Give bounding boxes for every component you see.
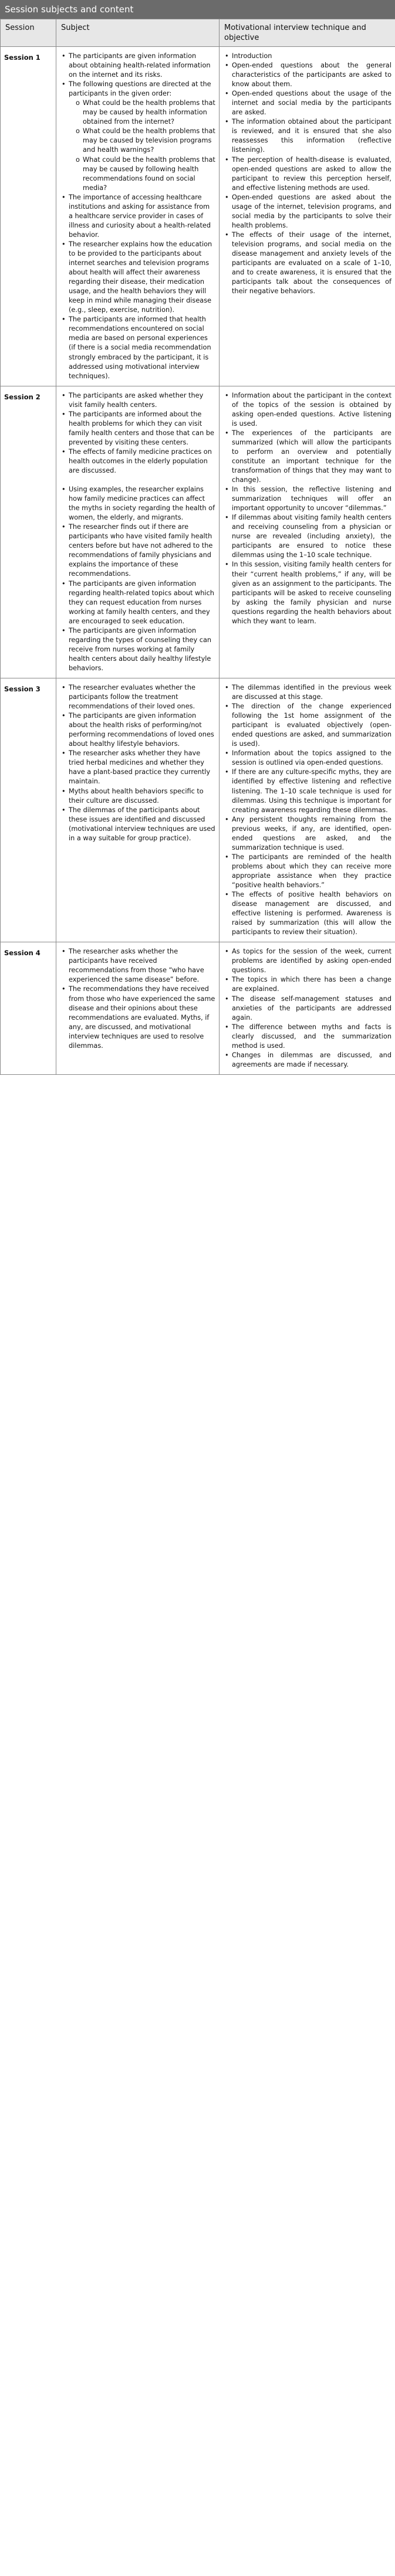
mi-technique-cell [220,678,395,942]
subject-item [69,711,215,749]
subject-item-text: The dilemmas of the participants about these issues are identified and discussed (motivational interview techniques are used in a way suitable for group practice). [69,806,215,842]
subject-cell [56,942,220,1075]
header-mi-technique: Motivational interview technique and objective [220,19,395,47]
subject-item [69,787,215,806]
subject-item [69,391,215,410]
subject-item-text: The participants are asked whether they visit family health centers. [69,391,204,409]
mi-technique-item: • Information about the topics assigned to the session is outlined via open-ended questions. [232,749,391,768]
subject-item [69,985,215,1050]
subject-item [69,683,215,711]
mi-technique-item: • The perception of health-disease is evaluated, open-ended questions are asked to allow the participant to review this perception herself, and effective listening methods are used. [232,155,391,193]
session-label: Session 2 [1,386,56,678]
subject-item-text: The researcher explains how the education to be provided to the participants about internet searches and television programs about health will affect their awareness regarding their disease, their medication usage, and the health behaviors they will keep in mind while managing their disease (e.g., sleep, exercise, nutrition). [69,240,212,314]
subject-item [69,80,215,193]
mi-technique-item: • The participants are reminded of the health problems about which they can receive more appropriate assistance when they practice “positive health behaviors.” [232,853,391,890]
subject-item [69,193,215,240]
subject-item [69,579,215,626]
mi-technique-item: • The direction of the change experienced following the 1st home assignment of the participant is evaluated objectively (open-ended questions are asked, and summarization is used). [232,702,391,749]
table-row [1,386,395,678]
mi-technique-item: • Open-ended questions are asked about the usage of the internet, television programs, and social media by the participants to solve their health problems. [232,193,391,230]
mi-technique-list [223,683,391,937]
subject-item-text: Using examples, the researcher explains how family medicine practices can affect the myths in society regarding the health of women, the elderly, and migrants. [69,486,215,522]
table-row [1,47,395,386]
mi-technique-item: • The dilemmas identified in the previous week are discussed at this stage. [232,683,391,702]
subject-item [69,626,215,673]
subject-item-text: The participants are informed that health recommendations encountered on social media are based on personal experiences (if there is a social media recommendation strongly embraced by the participant, it is addressed using motivational interview techniques). [69,315,211,380]
mi-technique-item: • The effects of their usage of the internet, television programs, and social media on the disease management and anxiety levels of the participants are evaluated on a scale of 1–10, and to create awareness, it is ensured that the participants talk about the consequences of their negative behaviors. [232,230,391,296]
mi-technique-item: • Changes in dilemmas are discussed, and agreements are made if necessary. [232,1051,391,1070]
subject-list [60,52,215,381]
mi-technique-item: • The topics in which there has been a change are explained. [232,975,391,994]
subject-item [69,52,215,80]
session-label: Session 4 [1,942,56,1075]
session-label: Session 3 [1,678,56,942]
subject-item-text: The recommendations they have received from those who have experienced the same disease and their opinions about these recommendations are evaluated. Myths, if any, are discussed, and motivational interview techniques are used to resolve dilemmas. [69,985,215,1050]
mi-technique-list [223,947,391,1070]
mi-technique-list [223,52,391,296]
mi-technique-item: • The effects of positive health behaviors on disease management are discussed, and effective listening is performed. Awareness is raised by summarization (this will allow the participants to review their situation). [232,890,391,937]
mi-technique-cell [220,47,395,386]
subject-list [60,947,215,1051]
subject-item [69,806,215,843]
mi-technique-item: • Information about the participant in the context of the topics of the session is obtained by asking open-ended questions. Active listening is used. [232,391,391,429]
mi-technique-item: • Open-ended questions about the usage of the internet and social media by the participants are asked. [232,89,391,117]
session-table-wrapper [0,0,395,1075]
subject-item [69,240,215,315]
subject-item [69,315,215,381]
subject-item-text: The researcher asks whether the participants have received recommendations from those “who have experienced the same disease” before. [69,948,204,984]
subject-cell [56,47,220,386]
subject-item-text: The following questions are directed at the participants in the given order: [69,80,211,98]
subject-item-text: The researcher finds out if there are participants who have visited family health centers before but have not adhered to the recommendations of family physicians and explains the importance of these recommendations. [69,523,213,578]
mi-technique-item: • If dilemmas about visiting family health centers and receiving counseling from a physician or nurse are revealed (including anxiety), the participants are ensured to notice these dilemmas using the 1–10 scale technique. [232,513,391,560]
subject-item-text: Myths about health behaviors specific to their culture are discussed. [69,787,204,805]
table-caption: Session subjects and content [0,0,395,19]
table-row [1,678,395,942]
subject-item [69,522,215,579]
mi-technique-item: • Introduction [232,52,391,61]
mi-technique-item: • The difference between myths and facts is clearly discussed, and the summarization method is used. [232,1023,391,1051]
subject-item-text: The effects of family medicine practices on health outcomes in the elderly population are discussed. [69,447,212,475]
subject-item [69,485,215,522]
mi-technique-item: • In this session, visiting family health centers for their “current health problems,” if any, will be given as an assignment to the participants. The participants will be asked to receive counseling by asking the family physician and nurse questions regarding the health behaviors about which they want to learn. [232,560,391,626]
subject-item-text: The participants are given information regarding health-related topics about which they can request education from nurses working at family health centers, and they are encouraged to seek education. [69,579,214,625]
mi-technique-item: • Open-ended questions about the general characteristics of the participants are asked to know about them. [232,61,391,89]
mi-technique-item: • The information obtained about the participant is reviewed, and it is ensured that she also reassesses this information (reflective listening). [232,117,391,155]
question-item: o What could be the health problems that may be caused by television programs and health warnings? [76,127,215,155]
session-table [0,19,395,1075]
subject-item-text: The importance of accessing healthcare institutions and asking for assistance from a healthcare service provider in cases of illness and curiosity about a health-related behavior. [69,193,211,239]
question-sublist [69,99,215,192]
session-label: Session 1 [1,47,56,386]
mi-technique-item: • As topics for the session of the week, current problems are identified by asking open-ended questions. [232,947,391,975]
header-row [1,19,395,47]
subject-cell [56,678,220,942]
mi-technique-cell [220,386,395,678]
subject-item-text: The researcher asks whether they have tried herbal medicines and whether they have a plant-based practice they currently maintain. [69,749,211,786]
header-session: Session [1,19,56,47]
subject-item-text: The participants are given information regarding the types of counseling they can receive from nurses working at family health centers about daily healthy lifestyle behaviors. [69,626,212,672]
mi-technique-item: • The disease self-management statuses and anxieties of the participants are addressed again. [232,995,391,1023]
subject-item-text: The participants are given information about obtaining health-related information on the internet and its risks. [69,52,211,79]
subject-item-text: The participants are given information about the health risks of performing/not performing recommendations of loved ones about healthy lifestyle behaviors. [69,712,214,748]
subject-cell [56,386,220,678]
subject-item [69,447,215,476]
mi-technique-cell [220,942,395,1075]
subject-item-text: The researcher evaluates whether the participants follow the treatment recommendations of their loved ones. [69,684,195,711]
subject-item [69,749,215,786]
header-subject: Subject [56,19,220,47]
subject-item [69,947,215,985]
mi-technique-item: • If there are any culture-specific myths, they are identified by effective listening and reflective listening. The 1–10 scale technique is used for dilemmas. Using this technique is important for creating awareness regarding these dilemmas. [232,768,391,814]
subject-list [60,683,215,843]
subject-item [69,410,215,447]
mi-technique-list [223,391,391,626]
mi-technique-item: • Any persistent thoughts remaining from the previous weeks, if any, are identified, open-ended questions are asked, and the summarization technique is used. [232,815,391,853]
subject-item-text: The participants are informed about the health problems for which they can visit family health centers and those that can be prevented by visiting these centers. [69,410,214,446]
question-item: o What could be the health problems that may be caused by following health recommendations found on social media? [76,155,215,193]
mi-technique-item: • In this session, the reflective listening and summarization techniques will offer an important opportunity to uncover “dilemmas.” [232,485,391,513]
mi-technique-item: • The experiences of the participants are summarized (which will allow the participants to perform an overview and potentially constitute an important technique for the transformation of things that they may want to change). [232,429,391,485]
subject-list [60,391,215,673]
question-item: o What could be the health problems that may be caused by health information obtained from the internet? [76,99,215,127]
table-row [1,942,395,1075]
